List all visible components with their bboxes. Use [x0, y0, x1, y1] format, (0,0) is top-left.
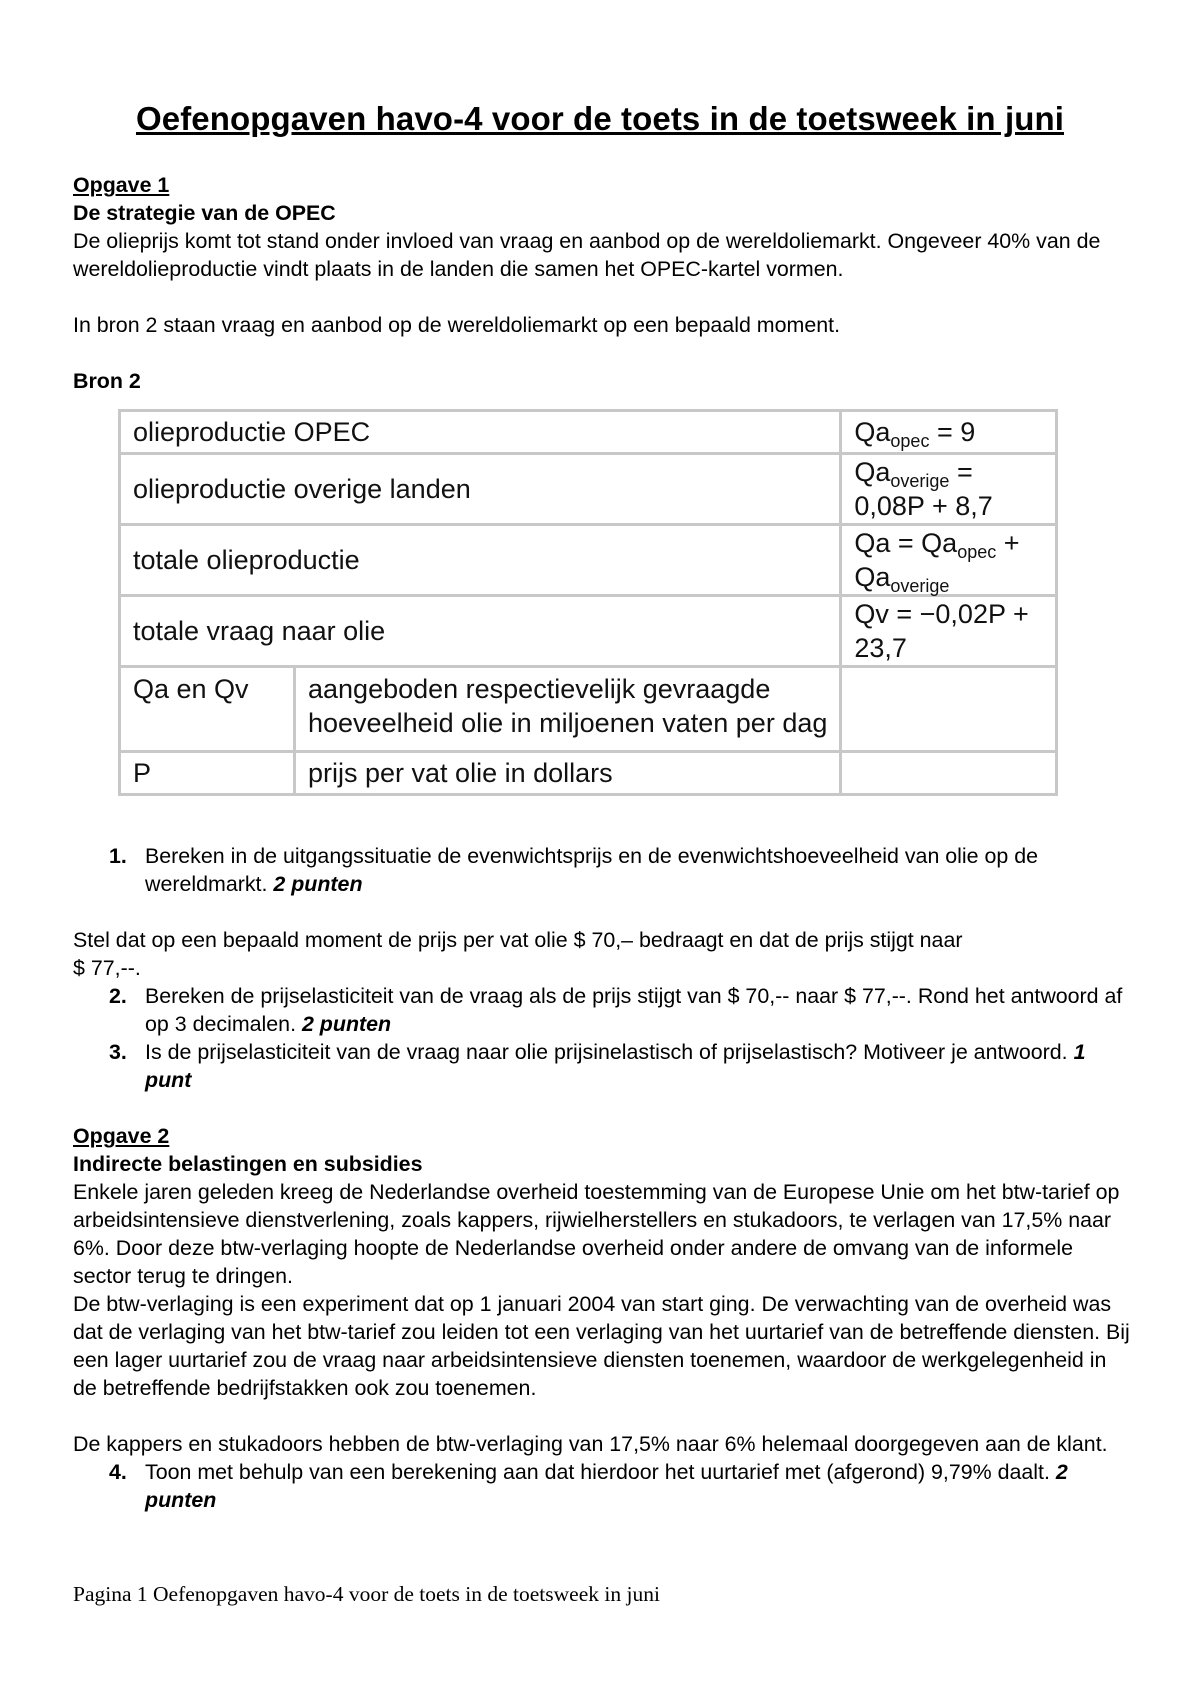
- table-cell-label: olieproductie overige landen: [120, 454, 841, 525]
- table-cell-formula: $Qa_{opec} = 9$: [841, 411, 1057, 454]
- question-text: Toon met behulp van een berekening aan dat hierdoor het uurtarief met (afgerond) 9,79% daalt.: [145, 1460, 1056, 1484]
- bron-intro: In bron 2 staan vraag en aanbod op de wereldoliemarkt op een bepaald moment.: [73, 313, 841, 337]
- table-row: [120, 596, 1057, 667]
- table-cell-label: totale vraag naar olie: [120, 596, 841, 667]
- question-number: 3.: [109, 1040, 127, 1064]
- table-cell-label: totale olieproductie: [120, 525, 841, 596]
- page-title: Oefenopgaven havo-4 voor de toets in de toetsweek in juni: [135, 100, 1065, 137]
- question-text: Bereken in de uitgangssituatie de evenwichtsprijs en de evenwichtshoeveelheid van olie op de wereldmarkt.: [145, 844, 1039, 896]
- opgave2-paragraph-3: De kappers en stukadoors hebben de btw-verlaging van 17,5% naar 6% helemaal doorgegeven aan de klant.: [73, 1432, 1108, 1456]
- question-3: [73, 1038, 1133, 1094]
- question-1: [73, 842, 1133, 898]
- question-4: [73, 1458, 1133, 1514]
- table-cell-label: olieproductie OPEC: [120, 411, 841, 454]
- opgave1-subtitle: De strategie van de OPEC: [73, 201, 336, 225]
- opgave1-intro: De olieprijs komt tot stand onder invloed van vraag en aanbod op de wereldoliemarkt. Ongeveer 40% van de wereldolieproductie vindt plaats in de landen die samen het OPEC-kartel vormen.: [73, 229, 1101, 281]
- table-cell-label: P prijs per vat olie in dollars: [120, 752, 841, 795]
- table-cell-spacer: [841, 667, 1057, 752]
- scenario-text-line2: $ 77,--.: [73, 956, 141, 980]
- scenario-text-line1: Stel dat op een bepaald moment de prijs per vat olie $ 70,– bedraagt en dat de prijs stijgt naar: [73, 928, 963, 952]
- table-row: [120, 525, 1057, 596]
- document-body: [73, 171, 1133, 1514]
- table-row: [120, 752, 1057, 795]
- bron-label: Bron 2: [73, 369, 141, 393]
- table-cell-formula: $Qa_{overige} = 0,08P + 8,7$: [841, 454, 1057, 525]
- table-cell-label: Qa en Qv aangeboden respectievelijk gevraagde hoeveelheid olie in miljoenen vaten per dag: [120, 667, 841, 752]
- table-cell-formula: Qv = −0,02P + 23,7: [841, 596, 1057, 667]
- table-cell-spacer: [841, 752, 1057, 795]
- question-points: 1 punt: [145, 1040, 1086, 1092]
- question-number: 2.: [109, 984, 127, 1008]
- question-text: Is de prijselasticiteit van de vraag naar olie prijsinelastisch of prijselastisch? Motiveer je antwoord.: [145, 1040, 1074, 1064]
- question-points: 2 punten: [273, 872, 363, 896]
- table-row: [120, 667, 1057, 752]
- question-points: 2 punten: [145, 1460, 1068, 1512]
- opgave2-paragraph-2: De btw-verlaging is een experiment dat op 1 januari 2004 van start ging. De verwachting van de overheid was dat de verlaging van het btw-tarief zou leiden tot een verlaging van het uurtarief van de betreffende diensten. Bij een lager uurtarief zou de vraag naar arbeidsintensieve diensten toenemen, waardoor de werkgelegenheid in de betreffende bedrijfstakken ook zou toenemen.: [73, 1292, 1130, 1400]
- table-cell-formula: $Qa = Qa_{opec} + Qa_{overige}$: [841, 525, 1057, 596]
- table-row: [120, 454, 1057, 525]
- opgave2-paragraph-1: Enkele jaren geleden kreeg de Nederlandse overheid toestemming van de Europese Unie om het btw-tarief op arbeidsintensieve dienstverlening, zoals kappers, rijwielherstellers en stukadoors, te verlagen van 17,5% naar 6%. Door deze btw-verlaging hoopte de Nederlandse overheid onder andere de omvang van de informele sector terug te dringen.: [73, 1180, 1120, 1288]
- question-2: [73, 982, 1133, 1038]
- question-points: 2 punten: [301, 1012, 392, 1036]
- page-footer: Pagina 1 Oefenopgaven havo-4 voor de toets in de toetsweek in juni: [73, 1582, 660, 1606]
- table-row: [120, 411, 1057, 454]
- opgave2-heading: Opgave 2: [73, 1124, 170, 1148]
- question-number: 4.: [109, 1460, 127, 1484]
- question-number: 1.: [109, 844, 127, 868]
- bron-2-table: [118, 409, 1058, 796]
- opgave1-heading: Opgave 1: [73, 173, 170, 197]
- question-text: Bereken de prijselasticiteit van de vraag als de prijs stijgt van $ 70,-- naar $ 77,--. Rond het antwoord af op 3 decimalen.: [145, 984, 1123, 1036]
- opgave2-subtitle: Indirecte belastingen en subsidies: [73, 1152, 423, 1176]
